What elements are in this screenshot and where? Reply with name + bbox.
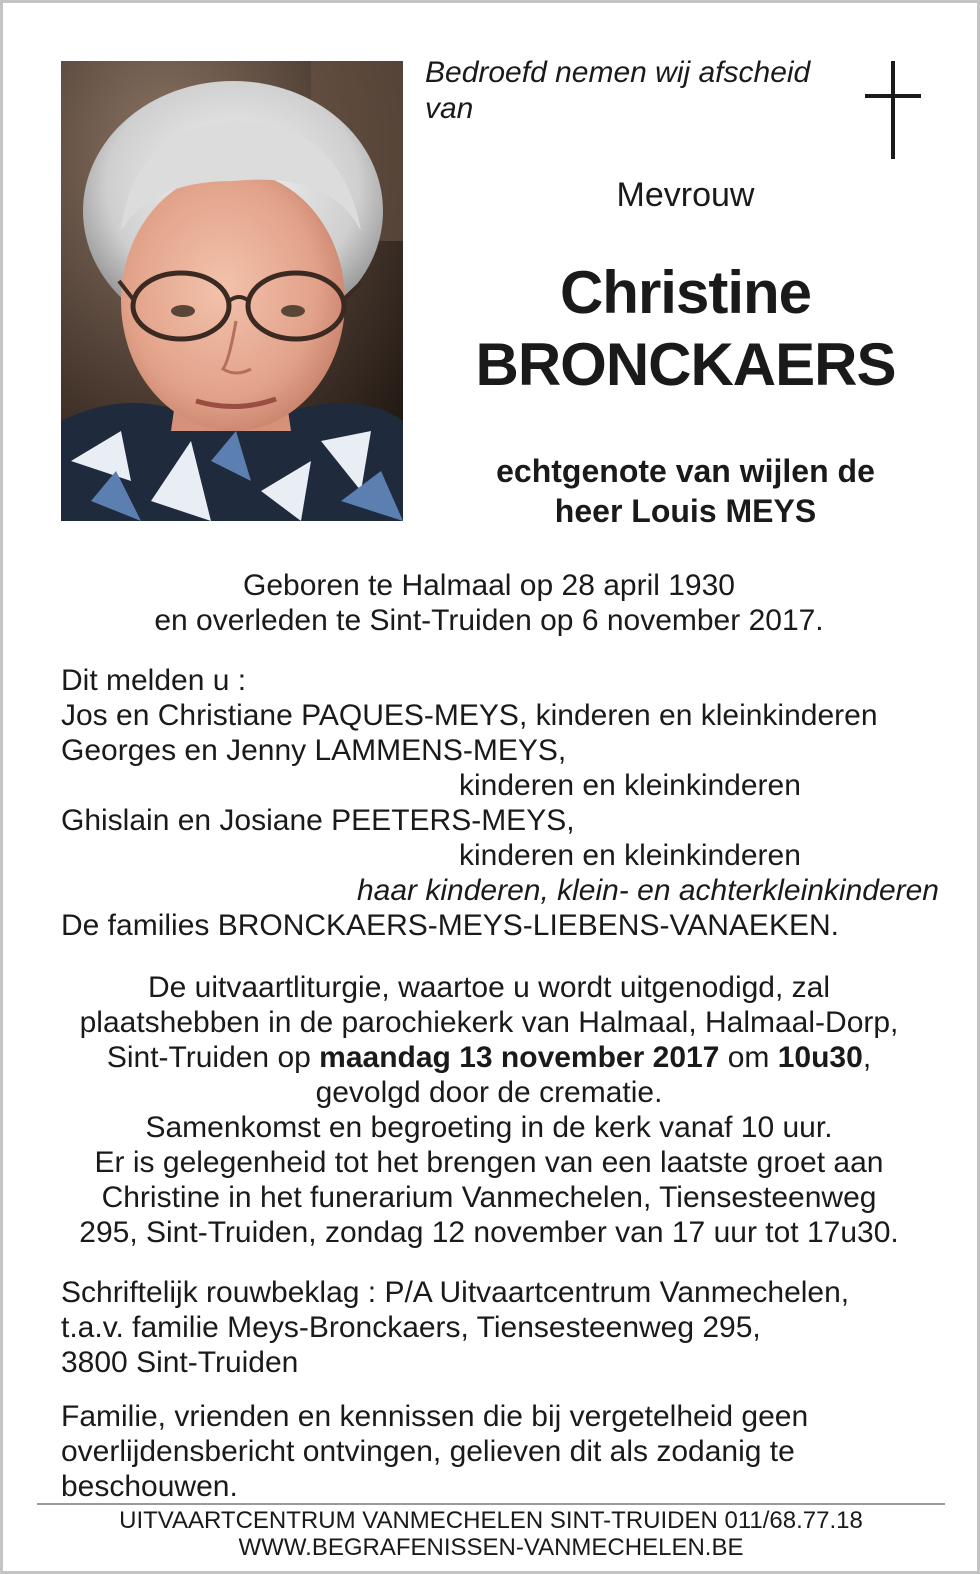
family-line: kinderen en kleinkinderen bbox=[459, 769, 801, 802]
family-line: Jos en Christiane PAQUES-MEYS, kinderen en kleinkinderen bbox=[61, 699, 878, 732]
notice-line: overlijdensbericht ontvingen, gelieven dit als zodanig te bbox=[61, 1435, 795, 1468]
funeral-date: maandag 13 november 2017 bbox=[319, 1041, 720, 1074]
funeral-line bbox=[43, 1040, 935, 1075]
intro-line: van bbox=[425, 92, 474, 125]
family-line: Ghislain en Josiane PEETERS-MEYS, bbox=[61, 804, 575, 837]
family-announcement bbox=[61, 663, 941, 943]
intro-text bbox=[425, 55, 845, 127]
family-line: De families BRONCKAERS-MEYS-LIEBENS-VANAEKEN. bbox=[61, 909, 839, 942]
death-line: en overleden te Sint-Truiden op 6 november 2017. bbox=[154, 604, 824, 637]
funeral-time: 10u30 bbox=[777, 1041, 863, 1074]
intro-line: Bedroefd nemen wij afscheid bbox=[425, 56, 811, 89]
family-line: Georges en Jenny LAMMENS-MEYS, bbox=[61, 734, 567, 767]
portrait-illustration bbox=[61, 61, 403, 521]
notice-text bbox=[61, 1399, 941, 1504]
portrait-photo bbox=[61, 61, 403, 521]
funeral-details bbox=[43, 970, 935, 1250]
deceased-name bbox=[413, 257, 958, 401]
condolence-line: t.a.v. familie Meys-Bronckaers, Tiensesteenweg 295, bbox=[61, 1311, 761, 1344]
funeral-line: 295, Sint-Truiden, zondag 12 november van 17 uur tot 17u30. bbox=[79, 1216, 899, 1249]
funeral-line: De uitvaartliturgie, waartoe u wordt uitgenodigd, zal bbox=[147, 971, 831, 1004]
footer bbox=[37, 1507, 945, 1561]
funeral-line-text: Sint-Truiden op bbox=[106, 1041, 320, 1074]
funeral-line-text: , bbox=[862, 1041, 872, 1074]
spouse-text bbox=[413, 451, 958, 531]
funeral-line: gevolgd door de crematie. bbox=[315, 1076, 663, 1109]
honorific: Mevrouw bbox=[616, 176, 755, 214]
notice-line: Familie, vrienden en kennissen die bij vergetelheid geen bbox=[61, 1400, 809, 1433]
condolence-line: Schriftelijk rouwbeklag : P/A Uitvaartcentrum Vanmechelen, bbox=[61, 1276, 850, 1309]
funeral-line: Samenkomst en begroeting in de kerk vanaf 10 uur. bbox=[145, 1111, 833, 1144]
funeral-line: plaatshebben in de parochiekerk van Halmaal, Halmaal-Dorp, bbox=[79, 1006, 899, 1039]
birth-line: Geboren te Halmaal op 28 april 1930 bbox=[243, 569, 735, 602]
funeral-line: Er is gelegenheid tot het brengen van een laatste groet aan bbox=[94, 1146, 884, 1179]
funeral-line: Christine in het funerarium Vanmechelen, Tiensesteenweg bbox=[101, 1181, 877, 1214]
funeral-home-contact: UITVAARTCENTRUM VANMECHELEN SINT-TRUIDEN 011/68.77.18 bbox=[119, 1507, 863, 1534]
announce-lead: Dit melden u : bbox=[61, 664, 247, 697]
family-line: haar kinderen, klein- en achterkleinkinderen bbox=[356, 874, 939, 907]
birth-death-text bbox=[43, 568, 935, 638]
condolence-line: 3800 Sint-Truiden bbox=[61, 1346, 299, 1379]
spouse-line: heer Louis MEYS bbox=[554, 493, 817, 529]
condolence-address bbox=[61, 1275, 941, 1380]
first-name: Christine bbox=[559, 259, 812, 326]
last-name: BRONCKAERS bbox=[475, 331, 896, 398]
notice-line: beschouwen. bbox=[61, 1470, 238, 1503]
funeral-home-website: WWW.BEGRAFENISSEN-VANMECHELEN.BE bbox=[238, 1534, 744, 1561]
funeral-line-text: om bbox=[719, 1041, 778, 1074]
family-line: kinderen en kleinkinderen bbox=[459, 839, 801, 872]
spouse-line: echtgenote van wijlen de bbox=[496, 453, 875, 489]
footer-divider bbox=[37, 1503, 945, 1505]
latin-cross-icon bbox=[861, 61, 925, 163]
